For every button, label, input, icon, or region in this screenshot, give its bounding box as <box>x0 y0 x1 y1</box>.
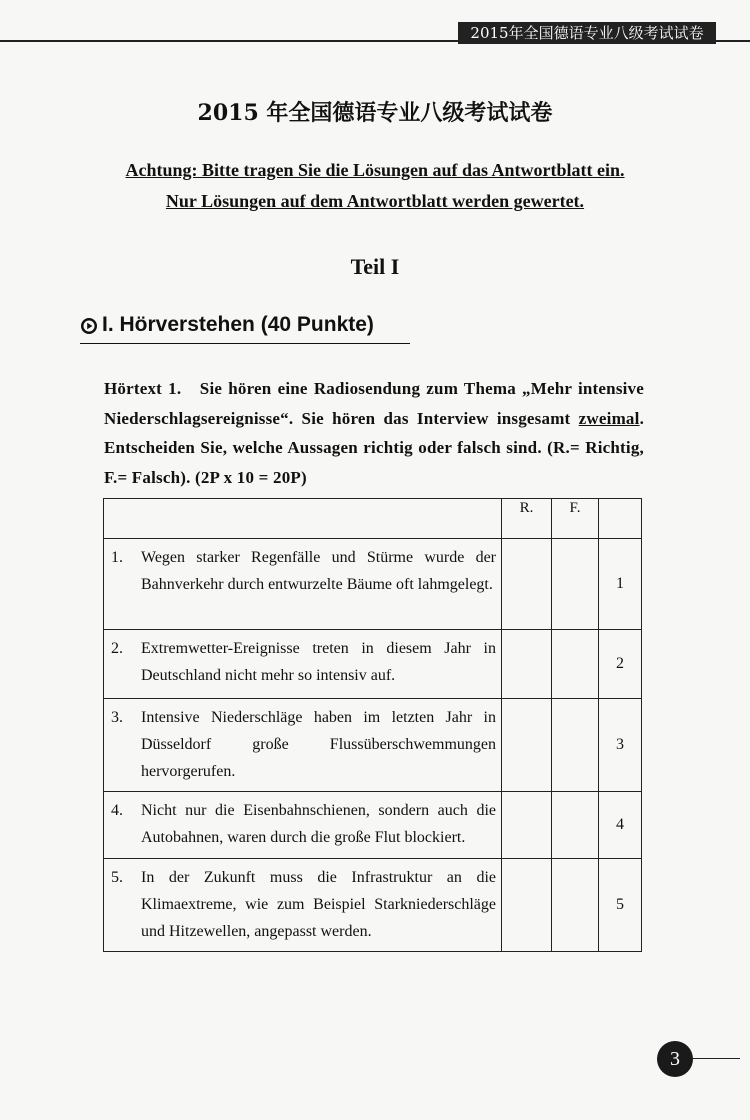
question-number: 3. <box>111 709 123 726</box>
exam-title: 2015 年全国德语专业八级考试试卷 <box>197 100 553 126</box>
page-number: 3 <box>657 1041 693 1077</box>
header-question <box>104 499 502 539</box>
answer-f-cell[interactable] <box>552 792 599 859</box>
question-text: Wegen starker Regenfälle und Stürme wurde der Bahnverkehr durch entwurzelte Bäume oft lahmgelegt. <box>141 549 496 593</box>
answer-r-cell[interactable] <box>502 539 552 630</box>
task-text: Sie hören eine Radiosendung zum Thema „Mehr intensive Niederschlagsereignisse“. Sie hören das Interview insgesamt <box>104 379 644 428</box>
question-number: 2. <box>111 640 123 657</box>
section-title: I. Hörverstehen (40 Punkte) <box>102 313 374 336</box>
running-header: 2015年全国德语专业八级考试试卷 <box>458 22 716 44</box>
question-text: Nicht nur die Eisenbahnschienen, sondern auch die Autobahnen, waren durch die große Flut blockiert. <box>141 802 496 846</box>
item-number: 2 <box>599 630 642 699</box>
instruction-line-1: Achtung: Bitte tragen Sie die Lösungen auf das Antwortblatt ein. <box>125 160 625 180</box>
header-richtig: R. <box>502 499 552 539</box>
header-falsch: F. <box>552 499 599 539</box>
question-number: 1. <box>111 549 123 566</box>
table-header-row <box>104 499 642 539</box>
question-text: In der Zukunft muss die Infrastruktur an die Klimaextreme, wie zum Beispiel Starkniederschläge und Hitzewellen, angepasst werden. <box>141 869 496 940</box>
task-lead: Hörtext 1. <box>104 379 182 398</box>
answer-r-cell[interactable] <box>502 630 552 699</box>
item-number: 1 <box>599 539 642 630</box>
answer-r-cell[interactable] <box>502 792 552 859</box>
item-number: 4 <box>599 792 642 859</box>
item-number: 5 <box>599 859 642 952</box>
section-heading <box>80 313 410 344</box>
question-number: 5. <box>111 869 123 886</box>
instruction-line-2: Nur Lösungen auf dem Antwortblatt werden gewertet. <box>165 191 585 211</box>
item-number: 3 <box>599 699 642 792</box>
answer-f-cell[interactable] <box>552 699 599 792</box>
answer-r-cell[interactable] <box>502 699 552 792</box>
answer-r-cell[interactable] <box>502 859 552 952</box>
question-text: Extremwetter-Ereignisse treten in diesem Jahr in Deutschland nicht mehr so intensiv auf. <box>141 640 496 684</box>
question-text: Intensive Niederschläge haben im letzten Jahr in Düsseldorf große Flussüberschwemmungen hervorgerufen. <box>141 709 496 780</box>
play-circle-icon <box>80 317 98 335</box>
header-number <box>599 499 642 539</box>
task-description <box>104 374 644 492</box>
question-number: 4. <box>111 802 123 819</box>
table-row <box>104 630 642 699</box>
table-row <box>104 699 642 792</box>
task-text-end: . Entscheiden Sie, welche Aussagen richtig oder falsch sind. (R.= Richtig, F.= Falsch). (2P x 10 = 20P) <box>104 408 645 487</box>
table-row <box>104 539 642 630</box>
page-number-rule <box>690 1058 740 1059</box>
answer-table <box>103 498 642 952</box>
table-row <box>104 792 642 859</box>
answer-f-cell[interactable] <box>552 859 599 952</box>
answer-f-cell[interactable] <box>552 630 599 699</box>
part-title: Teil I <box>350 254 400 279</box>
table-row <box>104 859 642 952</box>
answer-f-cell[interactable] <box>552 539 599 630</box>
task-emphasis: zweimal <box>578 408 640 428</box>
